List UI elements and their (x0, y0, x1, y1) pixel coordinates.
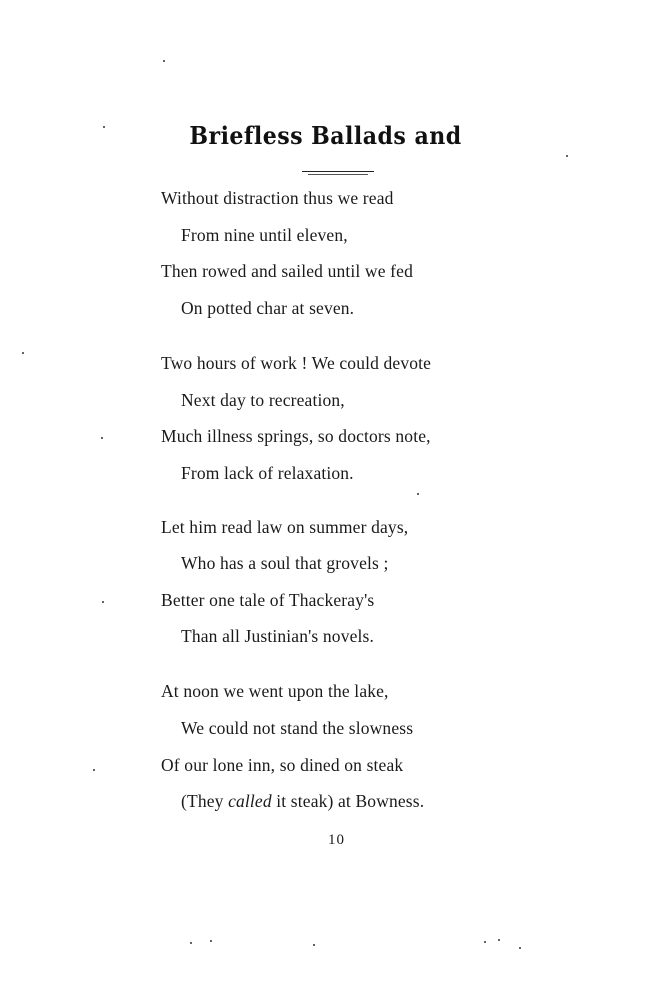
scan-speck (417, 493, 419, 495)
verse-line: Then rowed and sailed until we fed (161, 261, 413, 281)
verse-line: Who has a soul that grovels ; (181, 553, 389, 573)
verse-line: Two hours of work ! We could devote (161, 353, 432, 373)
verse-line: Without distraction thus we read (161, 188, 394, 208)
scan-speck (102, 601, 104, 603)
header-rule-inner (308, 174, 368, 175)
page-number: 10 (328, 832, 345, 848)
verse-line: Of our lone inn, so dined on steak (161, 755, 404, 775)
scan-speck (103, 126, 105, 128)
scan-speck (93, 769, 95, 771)
scan-speck (566, 155, 568, 157)
verse-line: Much illness springs, so doctors note, (161, 426, 431, 446)
verse-fragment: (They (181, 791, 229, 811)
scan-speck (519, 947, 521, 949)
verse-line: Let him read law on summer days, (161, 517, 409, 537)
header-rule (302, 171, 374, 172)
scan-speck (484, 941, 486, 943)
scan-speck (163, 60, 165, 62)
verse-line: Than all Justinian's novels. (181, 626, 375, 646)
scan-speck (498, 939, 500, 941)
verse-line: On potted char at seven. (181, 298, 355, 318)
scan-speck (22, 352, 24, 354)
italic-word: called (228, 791, 272, 811)
verse-line: We could not stand the slowness (181, 718, 414, 738)
verse-line: From nine until eleven, (181, 225, 348, 245)
running-header: Briefless Ballads and (189, 121, 462, 150)
scan-speck (101, 437, 103, 439)
verse-fragment: it steak) at Bowness. (271, 791, 425, 811)
verse-line: At noon we went upon the lake, (161, 681, 389, 701)
scan-speck (190, 942, 192, 944)
verse-line: Next day to recreation, (181, 390, 345, 410)
verse-line-italic-mixed (181, 791, 424, 812)
verse-line: Better one tale of Thackeray's (161, 590, 375, 610)
verse-line: From lack of relaxation. (181, 463, 354, 483)
scan-speck (210, 940, 212, 942)
scan-speck (313, 944, 315, 946)
